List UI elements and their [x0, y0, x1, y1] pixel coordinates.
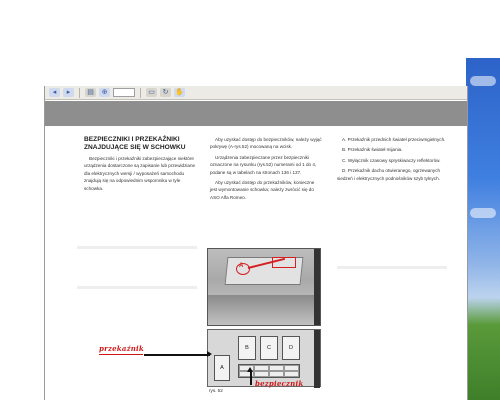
photo-side-tab: [314, 249, 320, 326]
relay-c: C: [260, 336, 278, 360]
relay-pointer-arrow: [144, 354, 210, 356]
glovebox-shadow: [208, 295, 321, 326]
paragraph: Urządzenia zabezpieczane przez bezpieczniki oznaczone na rysunku (rys.52) numerami od 1 do 4, podane są w tabelach na stronach 136 i 137.: [210, 154, 317, 175]
handwritten-underline: [99, 354, 143, 355]
paragraph: Aby uzyskać dostęp do bezpieczników, należy wyjąć pokrywę (A-rys.52) mocowaną na wcisk.: [210, 137, 322, 150]
fuse-slot: [254, 371, 269, 377]
photo-red-box: [272, 257, 296, 268]
paragraph: Aby uzyskać dostęp do przekaźników, konieczne jest wymontowanie schowka; należy zwrócić się do ASO Alfa Romeo.: [210, 180, 315, 200]
fit-icon[interactable]: ▭: [146, 88, 157, 97]
document-viewer-window: [44, 86, 468, 400]
desktop-wallpaper: [466, 58, 500, 400]
hand-icon[interactable]: ✋: [175, 89, 184, 96]
forward-icon[interactable]: ▸: [63, 88, 74, 97]
glovebox-photo: [207, 248, 321, 326]
rotate-icon[interactable]: ↻: [160, 88, 171, 97]
section-title-line: ZNAJDUJĄCE SIĘ W SCHOWKU: [84, 144, 186, 151]
bleed-through: [77, 246, 197, 249]
relay-b: B: [238, 336, 256, 360]
figure-caption: rys. 52: [209, 388, 223, 393]
section-title-line: BEZPIECZNIKI I PRZEKAŹNIKI: [84, 136, 180, 143]
bleed-through: [337, 266, 447, 269]
page-field[interactable]: [113, 88, 135, 97]
viewer-toolbar: [45, 86, 467, 100]
page-header-band: [45, 101, 467, 126]
bleed-through: [77, 286, 197, 289]
fuse-slot: [269, 371, 284, 377]
relay-a: A: [214, 355, 230, 381]
back-icon[interactable]: ◂: [49, 88, 60, 97]
toolbar-separator: [140, 88, 141, 98]
text-column-3: [337, 136, 449, 185]
scanned-manual-page: [47, 126, 465, 400]
wallpaper-cloud: [470, 76, 496, 86]
fuse-pointer-arrow: [250, 371, 252, 385]
wallpaper-cloud: [470, 208, 496, 218]
handwritten-fuse-label: bezpiecznik: [255, 379, 304, 388]
zoom-icon[interactable]: ⊕: [99, 88, 110, 97]
photo-marker-label: A: [239, 263, 244, 269]
print-icon[interactable]: ▤: [85, 88, 96, 97]
text-column-1: [84, 136, 196, 195]
section-title: [84, 136, 196, 152]
paragraph: Bezpieczniki i przekaźniki zabezpieczające niektóre urządzenia dostarczone są zapisanie lub przewidziane dla elektrycznych wersji / wyposażeń samochodu znajdują się na odpowiednim wspomniku w tyle schowka.: [84, 156, 196, 191]
toolbar-separator: [79, 88, 80, 98]
text-column-2: [210, 136, 322, 204]
paragraph: B. Przekaźnik świateł mijania.: [342, 147, 403, 153]
handwritten-relay-label: przekaźnik: [99, 344, 144, 353]
diagram-side-tab: [314, 330, 320, 388]
paragraph: C. Wyłącznik czasowy spryskiwaczy reflektorów.: [342, 157, 441, 163]
paragraph: A. Przekaźnik przednich świateł przeciwmgielnych.: [342, 137, 446, 142]
fuse-slot: [284, 371, 299, 377]
relay-d: D: [282, 336, 300, 360]
paragraph: D. Przekaźnik dachu otwieranego, ogrzewanych siedzeń i elektrycznych podnośników szyb tylnych.: [337, 168, 441, 181]
